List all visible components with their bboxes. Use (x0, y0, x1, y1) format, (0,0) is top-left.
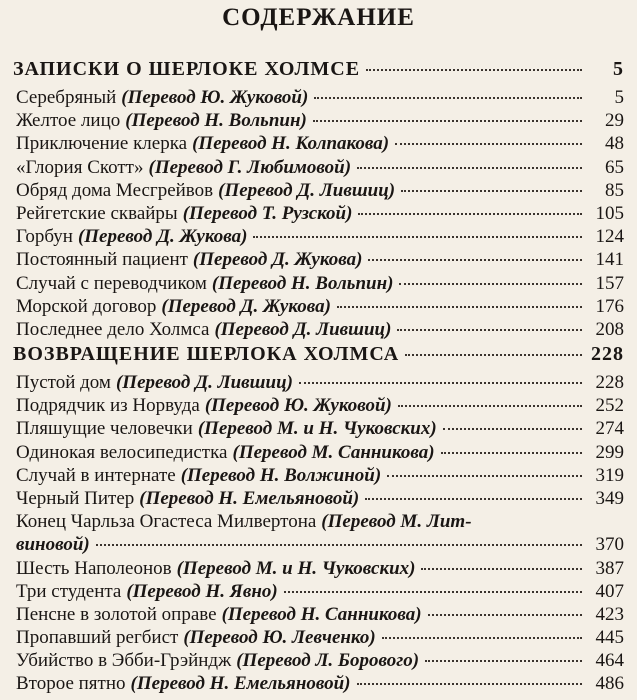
page-number: 157 (595, 272, 624, 294)
leader-dots (421, 568, 582, 570)
page-number: 105 (595, 202, 624, 224)
leader-dots (299, 382, 582, 384)
leader-dots (357, 167, 582, 169)
work-title: Обряд дома Месгрейвов (16, 179, 214, 201)
leader-dots (382, 637, 582, 639)
toc-entry[interactable] (0, 418, 637, 441)
section-heading[interactable] (0, 58, 637, 84)
leader-dots (358, 213, 582, 215)
section-title: ЗАПИСКИ О ШЕРЛОКЕ ХОЛМСЕ (13, 58, 361, 80)
work-title: Случай с переводчиком (16, 272, 207, 294)
page-number: 85 (605, 179, 624, 201)
leader-dots (96, 544, 582, 546)
page-number: 252 (595, 395, 624, 417)
translator: (Перевод Н. Емельяновой) (130, 673, 351, 695)
translator: (Перевод Д. Лившиц) (214, 318, 392, 340)
leader-dots (253, 236, 582, 238)
page-number: 48 (605, 133, 624, 155)
toc-entry[interactable] (0, 581, 637, 604)
leader-dots (399, 283, 582, 285)
toc-entry[interactable] (0, 511, 637, 557)
page-number: 387 (595, 557, 624, 579)
toc-entry[interactable] (0, 465, 637, 488)
translator: (Перевод Н. Вольпин) (211, 272, 394, 294)
leader-dots (441, 452, 582, 454)
toc-entry[interactable] (0, 296, 637, 319)
leader-dots (314, 97, 582, 99)
translator: (Перевод Н. Колпакова) (192, 133, 390, 155)
work-title: Желтое лицо (16, 110, 121, 132)
work-title: Последнее дело Холмса (16, 318, 210, 340)
leader-dots (284, 591, 582, 593)
section-notes (0, 58, 637, 342)
toc-entry[interactable] (0, 650, 637, 673)
leader-dots (398, 405, 582, 407)
leader-dots (401, 190, 582, 192)
toc-entry[interactable] (0, 372, 637, 395)
page-title: СОДЕРЖАНИЕ (222, 4, 415, 31)
work-title: Постоянный пациент (16, 249, 188, 271)
work-title: Случай в интернате (16, 464, 176, 486)
leader-dots (397, 329, 582, 331)
leader-dots (428, 614, 582, 616)
page-number: 486 (595, 673, 624, 695)
leader-dots (425, 660, 582, 662)
work-title: Одинокая велосипедистка (16, 441, 228, 463)
page-number: 349 (595, 487, 624, 509)
toc-entry[interactable] (0, 110, 637, 133)
translator: (Перевод Н. Вольпин) (125, 110, 307, 132)
work-title: Морской договор (16, 295, 157, 317)
leader-dots (357, 683, 583, 685)
work-title: Убийство в Эбби-Грэйндж (16, 650, 232, 672)
toc-entry[interactable] (0, 226, 637, 249)
page-number: 124 (595, 226, 624, 248)
translator: (Перевод Т. Рузской) (182, 202, 353, 224)
toc-entry[interactable] (0, 558, 637, 581)
page-number: 445 (595, 627, 624, 649)
toc-entry[interactable] (0, 249, 637, 272)
toc-entry[interactable] (0, 627, 637, 650)
leader-dots (443, 428, 582, 430)
translator: (Перевод Ю. Левченко) (183, 627, 376, 649)
work-title: Рейгетские сквайры (16, 202, 178, 224)
page-number: 5 (614, 87, 624, 108)
leader-dots (365, 498, 582, 500)
work-title: Шесть Наполеонов (16, 557, 172, 579)
work-title: Пенсне в золотой оправе (16, 603, 217, 625)
work-title: Второе пятно (16, 673, 126, 695)
page-number: 228 (595, 372, 624, 393)
translator: (Перевод М. и Н. Чуковских) (176, 557, 416, 579)
translator: (Перевод Ю. Жуковой) (204, 395, 392, 417)
translator: (Перевод Д. Жукова) (192, 249, 363, 271)
page-number: 141 (595, 249, 624, 271)
toc-entry[interactable] (0, 604, 637, 627)
page-number: 370 (595, 534, 624, 556)
leader-dots (405, 354, 582, 356)
translator: (Перевод Д. Жукова) (161, 295, 331, 317)
translator: (Перевод М. и Н. Чуковских) (197, 418, 437, 440)
leader-dots (366, 69, 582, 71)
translator: (Перевод Н. Емельяновой) (139, 487, 360, 509)
work-title: Конец Чарльза Огастеса Милвертона (16, 511, 317, 533)
work-title: Подрядчик из Норвуда (16, 395, 200, 417)
toc-entry[interactable] (0, 319, 637, 342)
translator: (Перевод Г. Любимовой) (148, 156, 352, 178)
page-number: 65 (605, 156, 624, 178)
work-title: «Глория Скотт» (16, 156, 144, 178)
page-number: 176 (595, 295, 624, 317)
toc-entry[interactable] (0, 442, 637, 465)
section-return (0, 343, 637, 697)
work-title: Горбун (16, 226, 73, 248)
toc-entry[interactable] (0, 87, 637, 110)
section-heading[interactable] (0, 343, 637, 369)
toc-entry[interactable] (0, 180, 637, 203)
work-title: Три студента (16, 580, 122, 602)
work-title: Пустой дом (16, 372, 111, 393)
translator: (Перевод М. Лит- (321, 511, 472, 533)
page-number: 208 (595, 318, 624, 340)
translator: (Перевод Ю. Жуковой) (121, 87, 309, 108)
translator: (Перевод Н. Санникова) (221, 603, 422, 625)
work-title: Пляшущие человечки (16, 418, 193, 440)
page-number: 464 (595, 650, 624, 672)
translator: (Перевод М. Санникова) (232, 441, 435, 463)
page-number: 319 (595, 464, 624, 486)
toc-entry[interactable] (0, 395, 637, 418)
toc-entry[interactable] (0, 273, 637, 296)
toc-entry[interactable] (0, 488, 637, 511)
toc-entry[interactable] (0, 203, 637, 226)
page-number: 299 (595, 441, 624, 463)
translator: (Перевод Н. Волжиной) (180, 464, 382, 486)
leader-dots (337, 306, 582, 308)
leader-dots (387, 475, 582, 477)
section-title: ВОЗВРАЩЕНИЕ ШЕРЛОКА ХОЛМСА (13, 343, 400, 365)
work-title: Черный Питер (16, 487, 135, 509)
translator: (Перевод Л. Борового) (236, 650, 420, 672)
page-number: 5 (613, 58, 624, 80)
leader-dots (395, 143, 582, 145)
page-number: 274 (595, 418, 624, 440)
work-title: Серебряный (16, 87, 117, 108)
toc-entry[interactable] (0, 133, 637, 156)
toc-entry[interactable] (0, 673, 637, 696)
page-number: 29 (605, 110, 624, 132)
translator: (Перевод Д. Жукова) (77, 226, 248, 248)
translator: (Перевод Д. Лившиц) (115, 372, 293, 393)
page-number: 228 (591, 343, 624, 365)
page-number: 423 (595, 603, 624, 625)
page-number: 407 (595, 580, 624, 602)
translator-continued: виновой) (16, 534, 90, 556)
toc-entry[interactable] (0, 157, 637, 180)
translator: (Перевод Д. Лившиц) (218, 179, 396, 201)
leader-dots (368, 259, 582, 261)
work-title: Пропавший регбист (16, 627, 179, 649)
translator: (Перевод Н. Явно) (126, 580, 278, 602)
work-title: Приключение клерка (16, 133, 188, 155)
leader-dots (313, 120, 582, 122)
